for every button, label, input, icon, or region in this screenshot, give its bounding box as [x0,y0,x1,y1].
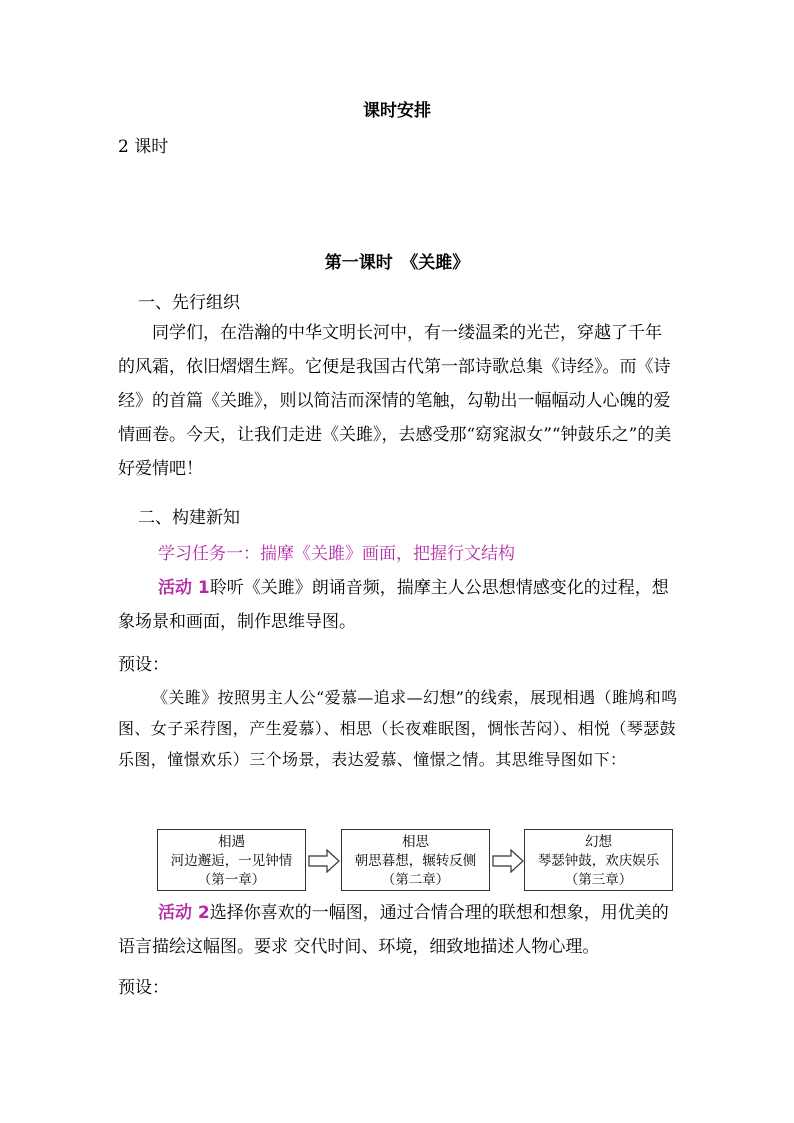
part2-heading: 二、构建新知 [138,508,240,528]
mindmap-node-3 [524,829,673,891]
preset-1-label: 预设： [118,655,169,675]
mindmap-node-desc: 琴瑟钟鼓，欢庆娱乐 [537,853,660,869]
activity-1 [118,571,678,639]
mindmap-node-chapter: （第二章） [381,872,450,888]
mindmap-node-1 [157,829,306,891]
mindmap-node-title: 相遇 [218,834,245,850]
lesson-title: 第一课时 《关雎》 [324,253,470,273]
learning-task-1: 学习任务一：揣摩《关雎》画面，把握行文结构 [158,544,515,564]
activity-2-label: 活动 2 [158,903,210,923]
class-hours: 2 课时 [118,137,169,157]
activity-2-text: 选择你喜欢的一幅图，通过合情合理的联想和想象，用优美的语言描绘这幅图。要求 交代时间、环境，细致地描述人物心理。 [118,903,669,957]
preset-1-paragraph: 《关雎》按照男主人公“爱慕—追求—幻想”的线索，展现相遇（雎鸠和鸣图、女子采荇图，产生爱慕）、相思（长夜难眠图，惆怅苦闷）、相悦（琴瑟鼓乐图，憧憬欢乐）三个场景，表达爱慕、憧憬之情。其思维导图如下： [118,688,678,769]
mindmap-node-title: 幻想 [585,834,612,850]
part1-heading: 一、先行组织 [138,293,240,313]
mindmap-node-chapter: （第三章） [564,872,633,888]
arrow-right-icon [492,849,524,873]
activity-1-text: 聆听《关雎》朗诵音频，揣摩主人公思想情感变化的过程，想象场景和画面，制作思维导图。 [118,578,669,632]
mindmap-node-desc: 河边邂逅，一见钟情 [170,853,293,869]
section-title: 课时安排 [363,101,431,121]
activity-1-label: 活动 1 [158,578,210,598]
part1-paragraph: 同学们，在浩瀚的中华文明长河中，有一缕温柔的光芒，穿越了千年的风霜，依旧熠熠生辉。它便是我国古代第一部诗歌总集《诗经》。而《诗经》的首篇《关雎》，则以简洁而深情的笔触，勾勒出一幅幅动人心魄的爱情画卷。今天，让我们走进《关雎》，去感受那“窈窕淑女”“钟鼓乐之”的美好爱情吧！ [118,323,672,479]
mindmap-node-2 [341,829,490,891]
mindmap-node-chapter: （第一章） [197,872,266,888]
mindmap-node-title: 相思 [402,834,429,850]
preset-2-label: 预设： [118,978,169,998]
arrow-right-icon [308,849,340,873]
mindmap-node-desc: 朝思暮想，辗转反侧 [354,853,477,869]
activity-2 [118,896,678,964]
